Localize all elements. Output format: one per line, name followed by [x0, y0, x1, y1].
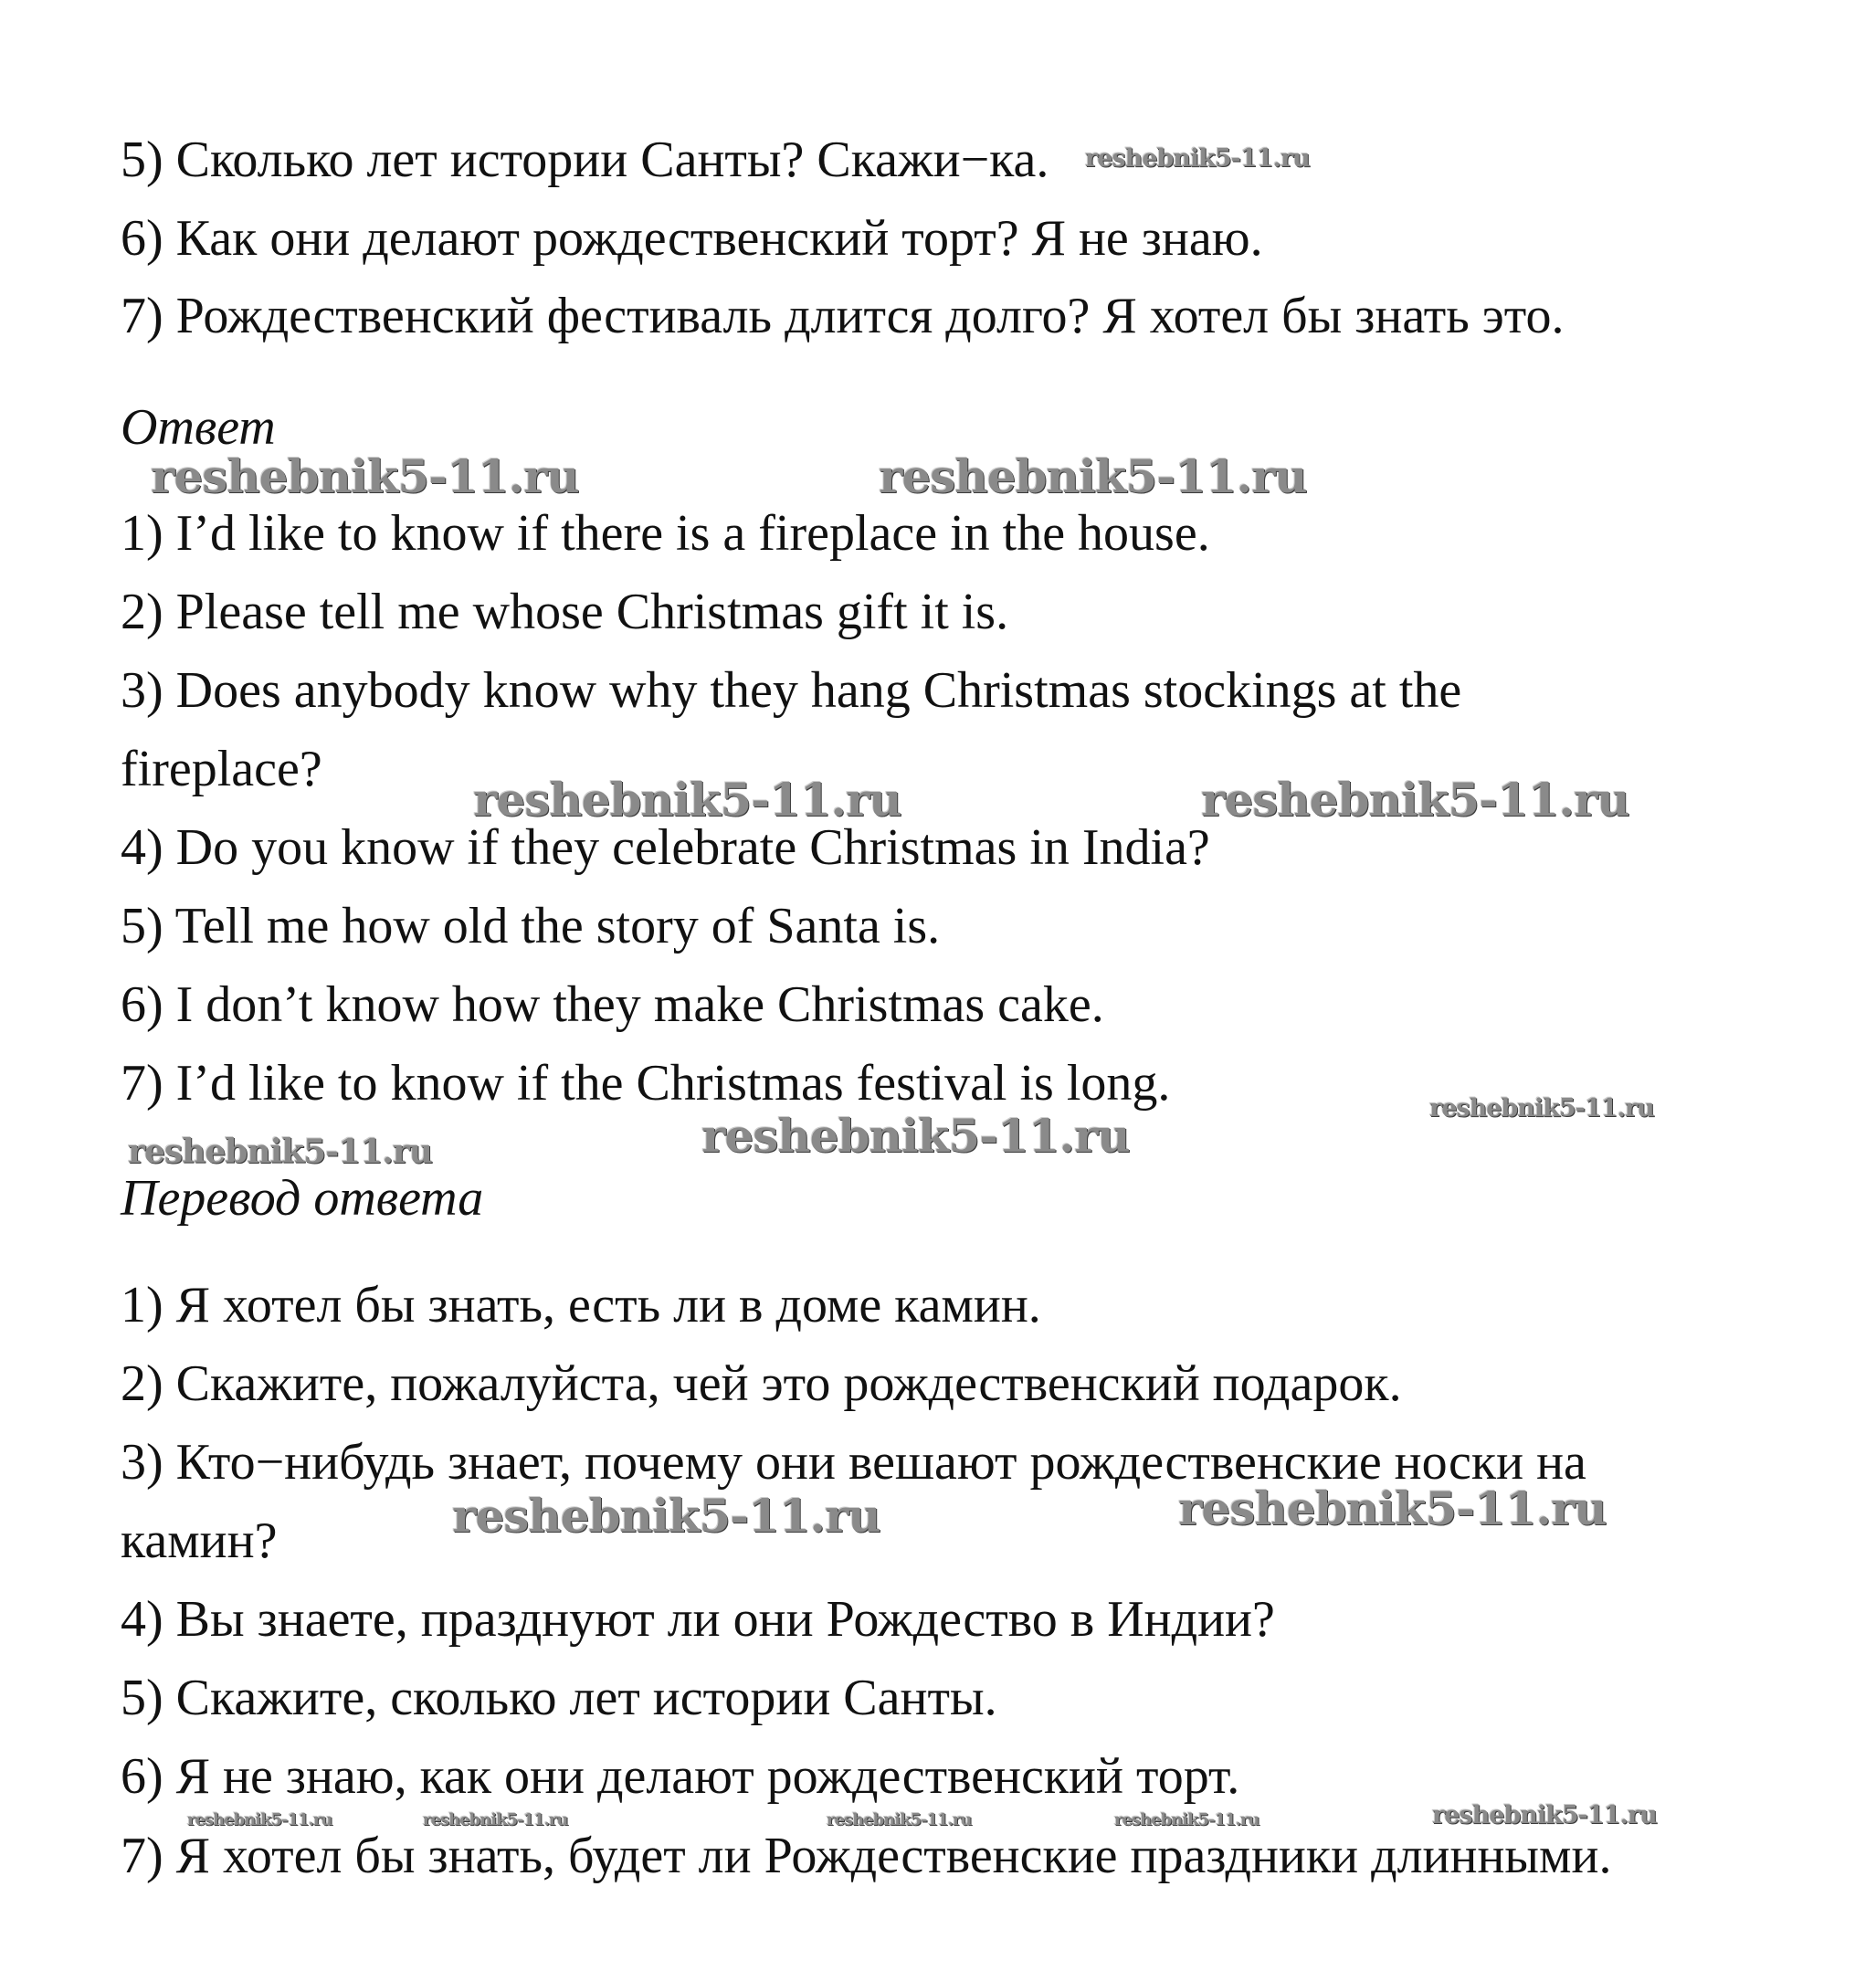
answer-line-2: 2) Please tell me whose Christmas gift it is.: [121, 584, 1009, 640]
translation-line-6: 6) Я не знаю, как они делают рождественский торт.: [121, 1748, 1240, 1805]
watermark: reshebnik5-11.ru: [187, 1810, 332, 1829]
answer-line-5: 5) Tell me how old the story of Santa is.: [121, 898, 941, 954]
watermark: reshebnik5-11.ru: [452, 1489, 880, 1543]
answer-line-3: 3) Does anybody know why they hang Christmas stockings at the: [121, 662, 1462, 719]
translation-line-3-cont: камин?: [121, 1513, 278, 1569]
watermark: reshebnik5-11.ru: [151, 449, 579, 503]
answer-heading: Ответ: [121, 399, 276, 456]
question-5: 5) Сколько лет истории Санты? Скажи−ка.: [121, 132, 1049, 188]
translation-line-3: 3) Кто−нибудь знает, почему они вешают рождественские носки на: [121, 1434, 1586, 1491]
translation-line-1: 1) Я хотел бы знать, есть ли в доме камин.: [121, 1277, 1041, 1333]
question-6: 6) Как они делают рождественский торт? Я не знаю.: [121, 210, 1263, 267]
answer-line-7: 7) I’d like to know if the Christmas festival is long.: [121, 1055, 1171, 1112]
watermark: reshebnik5-11.ru: [128, 1133, 432, 1171]
watermark: reshebnik5-11.ru: [1432, 1801, 1657, 1829]
translation-line-5: 5) Скажите, сколько лет истории Санты.: [121, 1670, 997, 1726]
translation-line-7: 7) Я хотел бы знать, будет ли Рождественские праздники длинными.: [121, 1828, 1612, 1884]
translation-line-2: 2) Скажите, пожалуйста, чей это рождественский подарок.: [121, 1355, 1402, 1412]
translation-heading: Перевод ответа: [121, 1170, 484, 1227]
watermark: reshebnik5-11.ru: [1429, 1094, 1654, 1123]
answer-line-6: 6) I don’t know how they make Christmas cake.: [121, 976, 1104, 1033]
watermark: reshebnik5-11.ru: [701, 1109, 1130, 1163]
watermark: reshebnik5-11.ru: [879, 449, 1307, 503]
watermark: reshebnik5-11.ru: [827, 1810, 972, 1829]
answer-line-1: 1) I’d like to know if there is a fireplace in the house.: [121, 505, 1210, 562]
translation-line-4: 4) Вы знаете, празднуют ли они Рождество в Индии?: [121, 1591, 1275, 1648]
watermark: reshebnik5-11.ru: [1178, 1481, 1607, 1535]
watermark: reshebnik5-11.ru: [473, 773, 901, 827]
watermark: reshebnik5-11.ru: [423, 1810, 568, 1829]
question-7: 7) Рождественский фестиваль длится долго? Я хотел бы знать это.: [121, 288, 1565, 344]
watermark: reshebnik5-11.ru: [1114, 1810, 1259, 1829]
answer-line-3-cont: fireplace?: [121, 741, 322, 797]
watermark: reshebnik5-11.ru: [1085, 144, 1310, 173]
watermark: reshebnik5-11.ru: [1201, 773, 1629, 827]
answer-line-4: 4) Do you know if they celebrate Christmas in India?: [121, 819, 1210, 876]
